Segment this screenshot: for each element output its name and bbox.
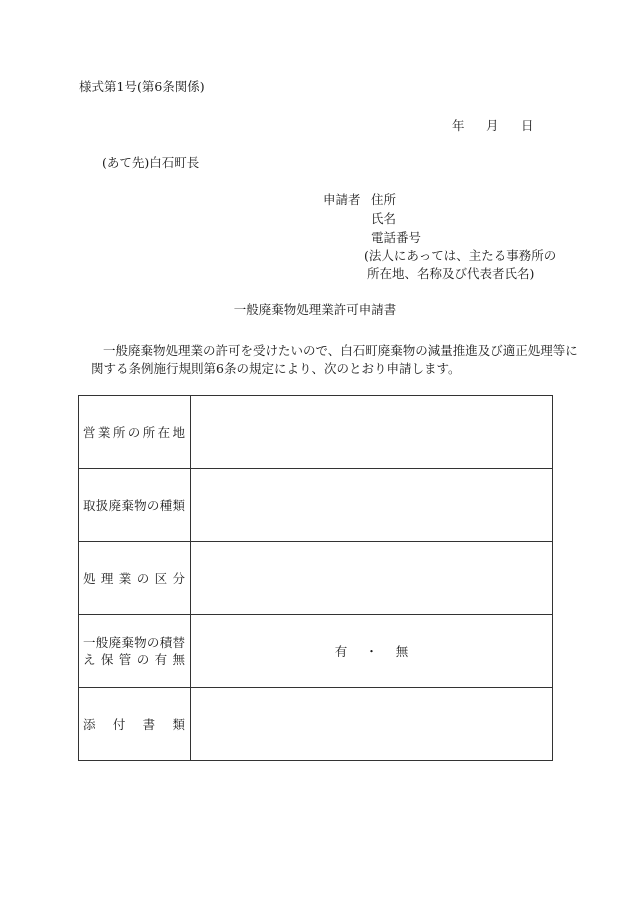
table-row (79, 542, 553, 615)
attachments-label: 添付書類 (83, 716, 185, 732)
table-row (79, 469, 553, 542)
label-cell (79, 542, 191, 615)
attachments-field[interactable] (191, 688, 553, 761)
body-text-line-2: 関する条例施行規則第6条の規定により、次のとおり申請します。 (91, 361, 461, 376)
label-cell (79, 615, 191, 688)
table-row (79, 396, 553, 469)
date-month-label: 月 (486, 118, 499, 133)
office-location-field[interactable] (191, 396, 553, 469)
applicant-role-label: 申請者 (323, 192, 361, 207)
corporate-note-line-1: (法人にあっては、主たる事務所の (364, 248, 557, 263)
document-title: 一般廃棄物処理業許可申請書 (233, 302, 397, 317)
applicant-address-label: 住所 (371, 192, 397, 207)
label-cell (79, 688, 191, 761)
choice-separator: ・ (365, 644, 378, 659)
corporate-note-line-2: 所在地、名称及び代表者氏名) (367, 266, 535, 281)
transfer-storage-label-line-2: え保管の有無 (83, 652, 185, 667)
body-text-line-1: 一般廃棄物処理業の許可を受けたいので、白石町廃棄物の減量推進及び適正処理等に (103, 343, 578, 358)
applicant-phone-label: 電話番号 (371, 230, 422, 245)
choice-yes[interactable]: 有 (334, 644, 348, 659)
table-row (79, 615, 553, 688)
date-year-label: 年 (452, 118, 465, 133)
waste-type-field[interactable] (191, 469, 553, 542)
applicant-name-label: 氏名 (371, 211, 397, 226)
business-category-label: 処理業の区分 (83, 570, 185, 586)
waste-type-label: 取扱廃棄物の種類 (83, 497, 185, 513)
addressee: (あて先)白石町長 (102, 155, 200, 170)
application-form-table (78, 395, 553, 761)
office-location-label: 営業所の所在地 (83, 424, 185, 440)
label-cell (79, 396, 191, 469)
label-cell (79, 469, 191, 542)
transfer-storage-field (191, 615, 553, 688)
form-number: 様式第1号(第6条関係) (79, 79, 205, 94)
table-row (79, 688, 553, 761)
date-day-label: 日 (521, 118, 534, 133)
transfer-storage-label-line-1: 一般廃棄物の積替 (83, 635, 185, 650)
business-category-field[interactable] (191, 542, 553, 615)
choice-no[interactable]: 無 (395, 644, 409, 659)
yes-no-choice (191, 642, 552, 660)
